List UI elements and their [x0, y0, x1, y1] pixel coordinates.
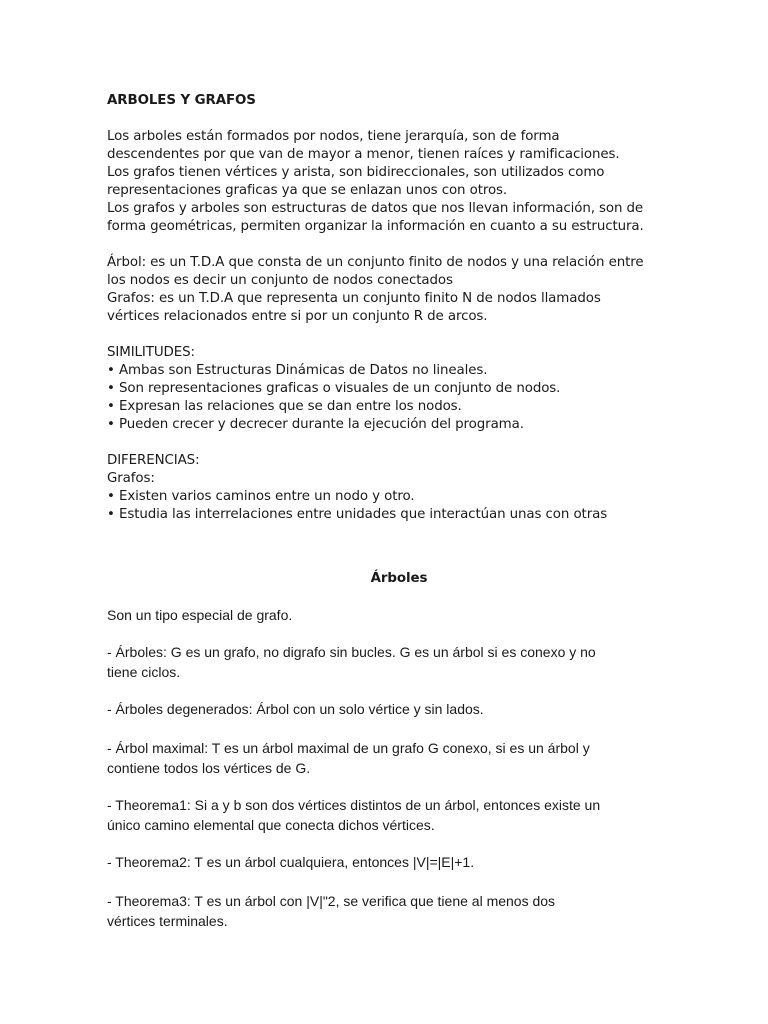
arboles-item: [107, 643, 707, 681]
arboles-item: [107, 739, 707, 777]
document-title: ARBOLES Y GRAFOS: [107, 93, 256, 108]
text-line: Los grafos y arboles son estructuras de datos que nos llevan información, son de: [107, 201, 644, 216]
text-line: Grafos: es un T.D.A que representa un conjunto finito N de nodos llamados: [107, 291, 601, 306]
section-label: SIMILITUDES:: [107, 345, 195, 360]
spacer: [107, 681, 707, 700]
spacer: [107, 524, 707, 570]
text-line: forma geométricas, permiten organizar la información en cuanto a su estructura.: [107, 219, 644, 234]
spacer: [107, 326, 707, 344]
text-line: Los arboles están formados por nodos, tiene jerarquía, son de forma: [107, 129, 560, 144]
text-line: Árbol: es un T.D.A que consta de un conjunto finito de nodos y una relación entre: [107, 255, 644, 270]
bullet-item: • Pueden crecer y decrecer durante la ejecución del programa.: [107, 417, 524, 432]
arboles-item: [107, 700, 707, 720]
item-text: - Theorema2: T es un árbol cualquiera, entonces |V|=|E|+1.: [107, 854, 475, 870]
bullet-item: • Estudia las interrelaciones entre unidades que interactúan unas con otras: [107, 507, 608, 522]
spacer: [107, 834, 707, 853]
arboles-item: [107, 796, 707, 834]
definitions-paragraph: [107, 254, 707, 326]
similitudes-section: [107, 344, 707, 434]
text-line: vértices relacionados entre si por un conjunto R de arcos.: [107, 309, 488, 324]
bullet-item: • Ambas son Estructuras Dinámicas de Datos no lineales.: [107, 363, 488, 378]
diferencias-section: [107, 452, 707, 524]
item-text: único camino elemental que conecta dichos vértices.: [107, 817, 435, 833]
item-text: - Árboles: G es un grafo, no digrafo sin bucles. G es un árbol si es conexo y no: [107, 644, 596, 660]
item-text: vértices terminales.: [107, 913, 228, 929]
intro-paragraph: [107, 128, 707, 236]
text-line: Los grafos tienen vértices y arista, son bidireccionales, son utilizados como: [107, 165, 605, 180]
bullet-item: • Son representaciones graficas o visuales de un conjunto de nodos.: [107, 381, 561, 396]
item-text: - Theorema3: T es un árbol con |V|"2, se verifica que tiene al menos dos: [107, 893, 556, 909]
text-line: descendentes por que van de mayor a menor, tienen raíces y ramificaciones.: [107, 147, 620, 162]
spacer: [107, 110, 707, 128]
sub-label: Grafos:: [107, 471, 155, 486]
spacer: [107, 777, 707, 796]
document-page: [107, 92, 707, 930]
bullet-item: • Existen varios caminos entre un nodo y otro.: [107, 489, 415, 504]
arboles-item: [107, 892, 707, 930]
text-line: representaciones graficas ya que se enlazan unos con otros.: [107, 183, 508, 198]
spacer: [107, 624, 707, 643]
item-text: tiene ciclos.: [107, 664, 181, 680]
section-heading: Árboles: [370, 571, 428, 586]
spacer: [107, 720, 707, 739]
text-line: los nodos es decir un conjunto de nodos conectados: [107, 273, 453, 288]
spacer: [107, 434, 707, 452]
arboles-intro: Son un tipo especial de grafo.: [107, 607, 293, 623]
spacer: [107, 588, 707, 606]
bullet-item: • Expresan las relaciones que se dan entre los nodos.: [107, 399, 462, 414]
item-text: - Árboles degenerados: Árbol con un solo vértice y sin lados.: [107, 701, 484, 717]
spacer: [107, 873, 707, 892]
section-label: DIFERENCIAS:: [107, 453, 200, 468]
item-text: contiene todos los vértices de G.: [107, 760, 311, 776]
arboles-item: [107, 853, 707, 873]
item-text: - Theorema1: Si a y b son dos vértices distintos de un árbol, entonces existe un: [107, 797, 601, 813]
spacer: [107, 236, 707, 254]
item-text: - Árbol maximal: T es un árbol maximal de un grafo G conexo, si es un árbol y: [107, 740, 590, 756]
